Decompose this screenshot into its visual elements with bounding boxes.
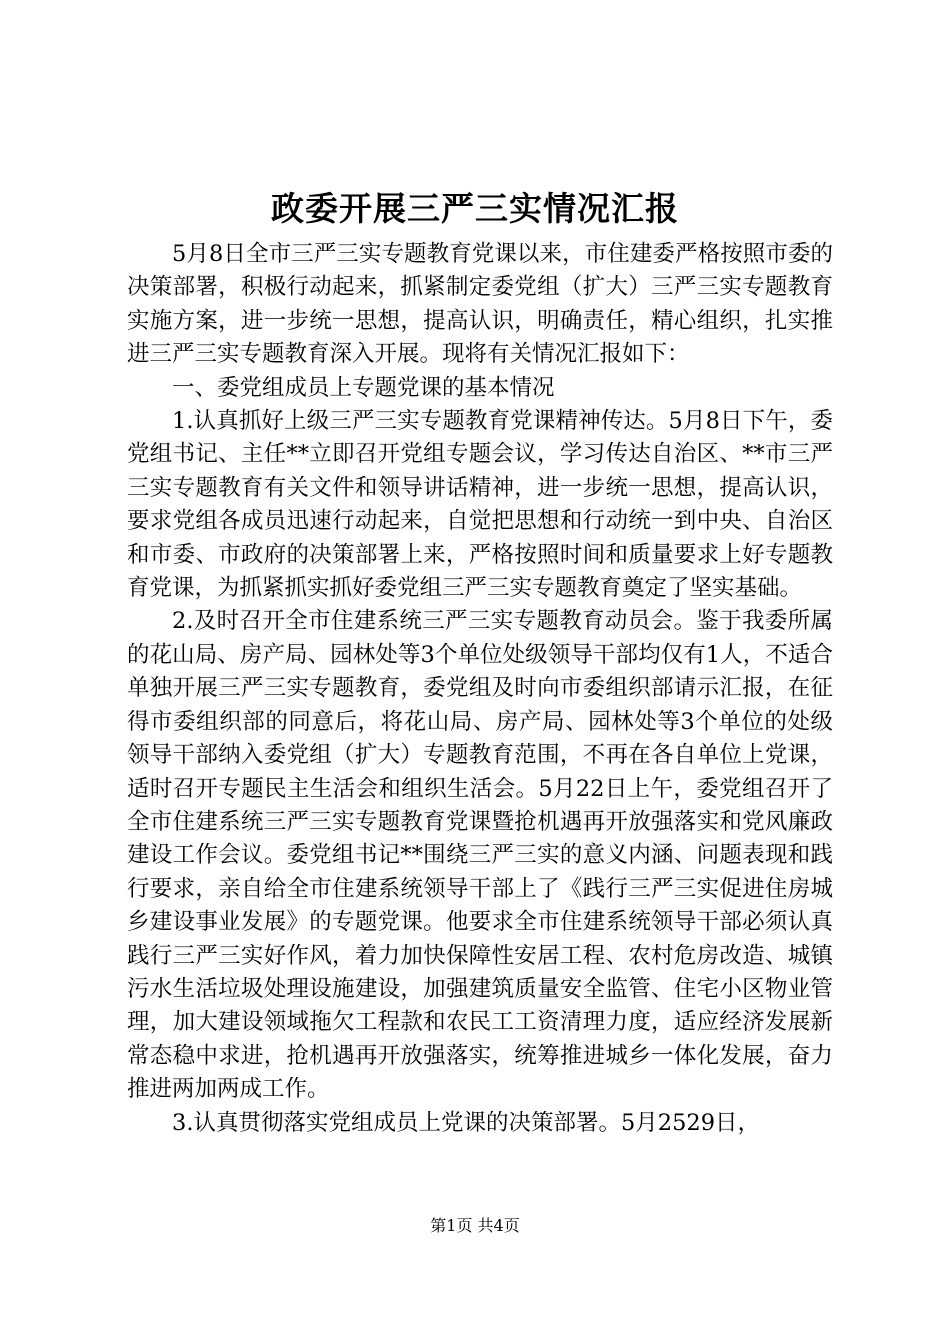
- page-footer: 第1页 共4页: [430, 1216, 520, 1235]
- paragraph-item-3: 3.认真贯彻落实党组成员上党课的决策部署。5月2529日，: [172, 1109, 761, 1136]
- paragraph-intro: 5月8日全市三严三实专题教育党课以来，市住建委严格按照市委的决策部署，积极行动起来，抓紧制定委党组（扩大）三严三实专题教育实施方案，进一步统一思想，提高认识，明确责任，精心组织，扎实推进三严三实专题教育深入开展。现将有关情况汇报如下：: [127, 241, 833, 368]
- document-body: [127, 238, 833, 1140]
- paragraph-item-1: 1.认真抓好上级三严三实专题教育党课精神传达。5月8日下午，委党组书记、主任**立即召开党组专题会议，学习传达自治区、**市三严三实专题教育有关文件和领导讲话精神，进一步统一思想，提高认识，要求党组各成员迅速行动起来，自觉把思想和行动统一到中央、自治区和市委、市政府的决策部署上来，严格按照时间和质量要求上好专题教育党课，为抓紧抓实抓好委党组三严三实专题教育奠定了坚实基础。: [127, 408, 833, 602]
- section-heading-1: 一、委党组成员上专题党课的基本情况: [172, 374, 555, 401]
- paragraph-item-2: 2.及时召开全市住建系统三严三实专题教育动员会。鉴于我委所属的花山局、房产局、园林处等3个单位处级领导干部均仅有1人，不适合单独开展三严三实专题教育，委党组及时向市委组织部请示汇报，在征得市委组织部的同意后，将花山局、房产局、园林处等3个单位的处级领导干部纳入委党组（扩大）专题教育范围，不再在各自单位上党课，适时召开专题民主生活会和组织生活会。5月22日上午，委党组召开了全市住建系统三严三实专题教育党课暨抢机遇再开放强落实和党风廉政建设工作会议。委党组书记**围绕三严三实的意义内涵、问题表现和践行要求，亲自给全市住建系统领导干部上了《践行三严三实促进住房城乡建设事业发展》的专题党课。他要求全市住建系统领导干部必须认真践行三严三实好作风，着力加快保障性安居工程、农村危房改造、城镇污水生活垃圾处理设施建设，加强建筑质量安全监管、住宅小区物业管理，加大建设领域拖欠工程款和农民工工资清理力度，适应经济发展新常态稳中求进，抢机遇再开放强落实，统筹推进城乡一体化发展，奋力推进两加两成工作。: [127, 608, 833, 1103]
- document-title: 政委开展三严三实情况汇报: [271, 189, 679, 228]
